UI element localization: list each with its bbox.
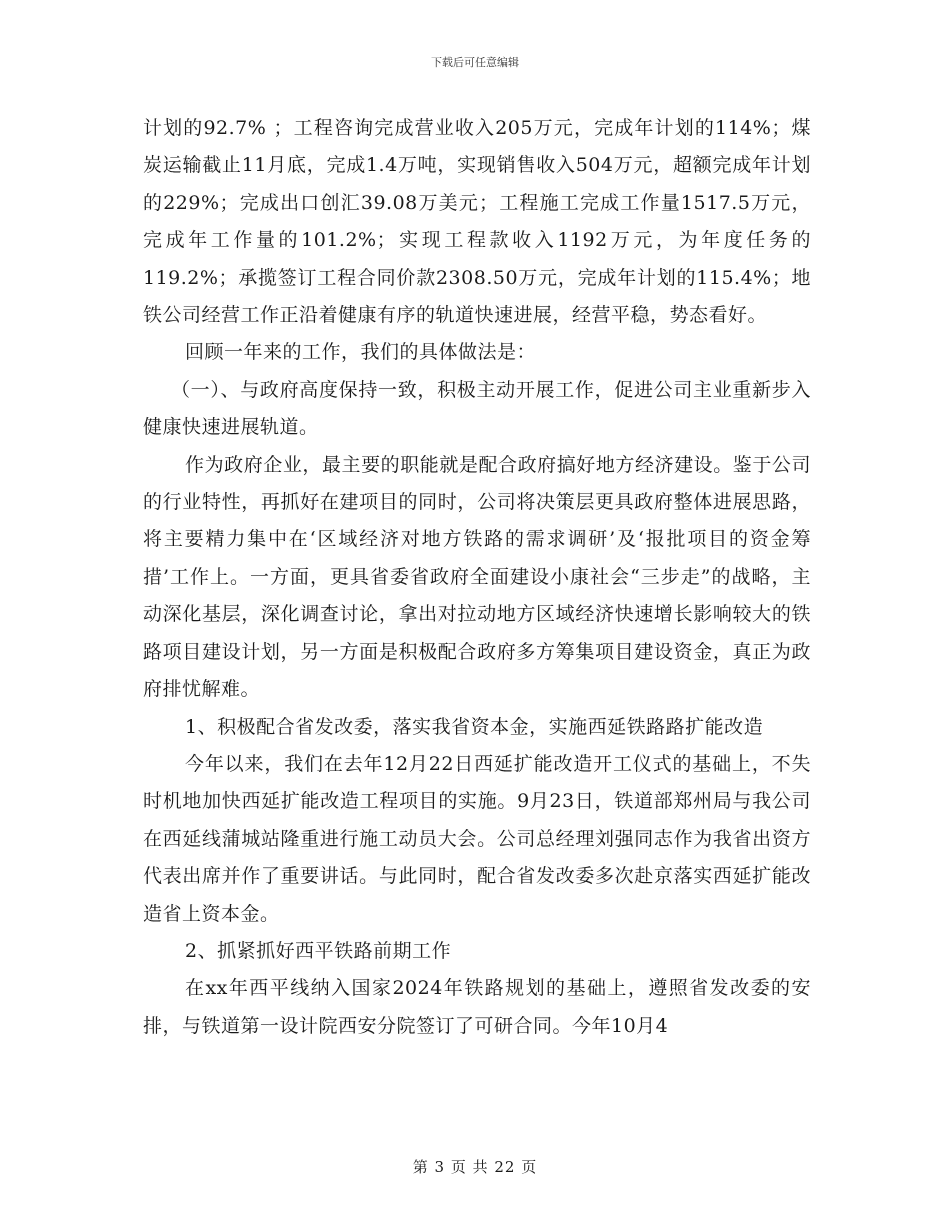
document-body [143, 110, 811, 1045]
paragraph-2: 回顾一年来的工作，我们的具体做法是： [185, 341, 537, 364]
subheading-2: 2、抓紧抓好西平铁路前期工作 [185, 939, 452, 962]
section-heading-1: （一）、与政府高度保持一致，积极主动开展工作，促进公司主业重新步入健康快速进展轨道。 [143, 378, 811, 439]
page-footer: 第 3 页 共 22 页 [412, 1158, 538, 1176]
paragraph-5: 在xx年西平线纳入国家2024年铁路规划的基础上，遵照省发改委的安排，与铁道第一设计院西安分院签订了可研合同。今年10月4 [143, 977, 811, 1037]
paragraph-3: 作为政府企业，最主要的职能就是配合政府搞好地方经济建设。鉴于公司的行业特性，再抓好在建项目的同时，公司将决策层更具政府整体进展思路，将主要精力集中在‘区域经济对地方铁路的需求调研’及‘报批项目的资金筹措’工作上。一方面，更具省委省政府全面建设小康社会“三步走”的战略，主动深化基层，深化调查讨论，拿出对拉动地方区域经济快速增长影响较大的铁路项目建设计划，另一方面是积极配合政府多方筹集项目建设资金，真正为政府排忧解难。 [143, 453, 811, 701]
page-header: 下载后可任意编辑 [431, 56, 519, 69]
paragraph-4: 今年以来，我们在去年12月22日西延扩能改造开工仪式的基础上，不失时机地加快西延扩能改造工程项目的实施。9月23日，铁道部郑州局与我公司在西延线蒲城站隆重进行施工动员大会。公司总经理刘强同志作为我省出资方代表出席并作了重要讲话。与此同时，配合省发改委多次赴京落实西延扩能改造省上资本金。 [143, 752, 811, 925]
paragraph-1: 计划的92.7% ；工程咨询完成营业收入205万元，完成年计划的114%；煤炭运输截止11月底，完成1.4万吨，实现销售收入504万元，超额完成年计划的229%；完成出口创汇39.08万美元；工程施工完成工作量1517.5万元，完成年工作量的101.2%；实现工程款收入1192万元，为年度任务的119.2%；承揽签订工程合同价款2308.50万元，完成年计划的115.4%；地铁公司经营工作正沿着健康有序的轨道快速进展，经营平稳，势态看好。 [143, 117, 811, 327]
subheading-1: 1、积极配合省发改委，落实我省资本金，实施西延铁路路扩能改造 [185, 715, 764, 738]
